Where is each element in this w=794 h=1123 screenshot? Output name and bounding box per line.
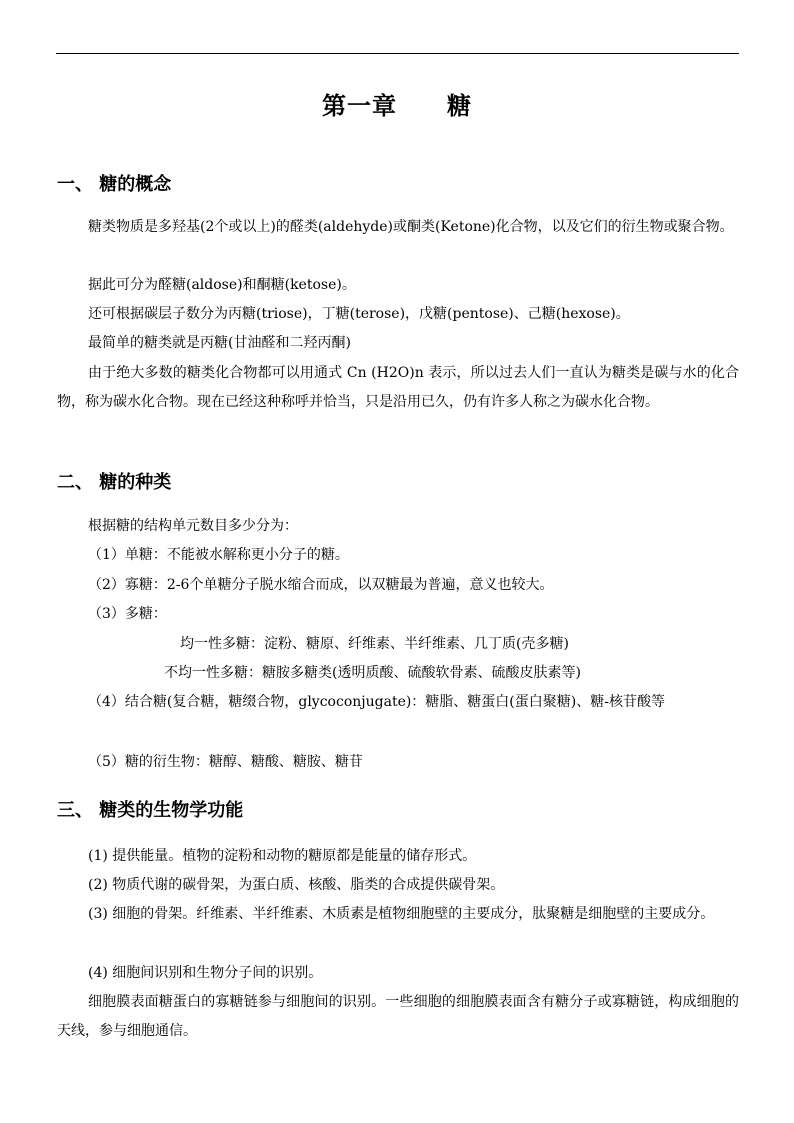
paragraph: 由于绝大多数的糖类化合物都可以用通式 Cn (H2O)n 表示，所以过去人们一直认为糖类是碳与水的化合物，称为碳水化合物。现在已经这种称呼并恰当，只是沿用已久，仍有许多人称之为碳水化合物。 [57,365,739,410]
section-heading-1: 一、 糖的概念 [57,174,172,195]
sub-list-item: 均一性多糖：淀粉、糖原、纤维素、半纤维素、几丁质(壳多糖) [180,636,569,652]
list-item: （4）结合糖(复合糖，糖缀合物，glycoconjugate)：糖脂、糖蛋白(蛋白聚糖)、糖-核苷酸等 [88,694,665,710]
paragraph: 糖类物质是多羟基(2个或以上)的醛类(aldehyde)或酮类(Ketone)化合物，以及它们的衍生物或聚合物。 [88,219,734,235]
list-item: （1）单糖：不能被水解称更小分子的糖。 [88,547,349,563]
list-item: (2) 物质代谢的碳骨架，为蛋白质、核酸、脂类的合成提供碳骨架。 [88,877,505,893]
list-item: （2）寡糖：2-6个单糖分子脱水缩合而成，以双糖最为普遍，意义也较大。 [88,577,554,593]
section-heading-3: 三、 糖类的生物学功能 [57,800,244,821]
section-heading-2: 二、 糖的种类 [57,472,172,493]
list-item: （5）糖的衍生物：糖醇、糖酸、糖胺、糖苷 [88,754,363,770]
paragraph: 据此可分为醛糖(aldose)和酮糖(ketose)。 [88,277,356,293]
list-item: (4) 细胞间识别和生物分子间的识别。 [88,965,323,981]
paragraph: 最简单的糖类就是丙糖(甘油醛和二羟丙酮) [88,335,351,351]
paragraph: 细胞膜表面糖蛋白的寡糖链参与细胞间的识别。一些细胞的细胞膜表面含有糖分子或寡糖链，构成细胞的天线，参与细胞通信。 [57,994,739,1039]
chapter-title: 第一章 糖 [322,91,472,120]
paragraph: 根据糖的结构单元数目多少分为： [88,518,298,534]
header-rule [56,53,739,54]
list-item: （3）多糖： [88,606,167,622]
sub-list-item: 不均一性多糖：糖胺多糖类(透明质酸、硫酸软骨素、硫酸皮肤素等) [164,665,581,681]
list-item: (1) 提供能量。植物的淀粉和动物的糖原都是能量的储存形式。 [88,848,477,864]
paragraph: 还可根据碳层子数分为丙糖(triose)，丁糖(terose)，戊糖(pentose)、己糖(hexose)。 [88,306,630,322]
list-item: (3) 细胞的骨架。纤维素、半纤维素、木质素是植物细胞壁的主要成分，肽聚糖是细胞壁的主要成分。 [88,906,715,922]
